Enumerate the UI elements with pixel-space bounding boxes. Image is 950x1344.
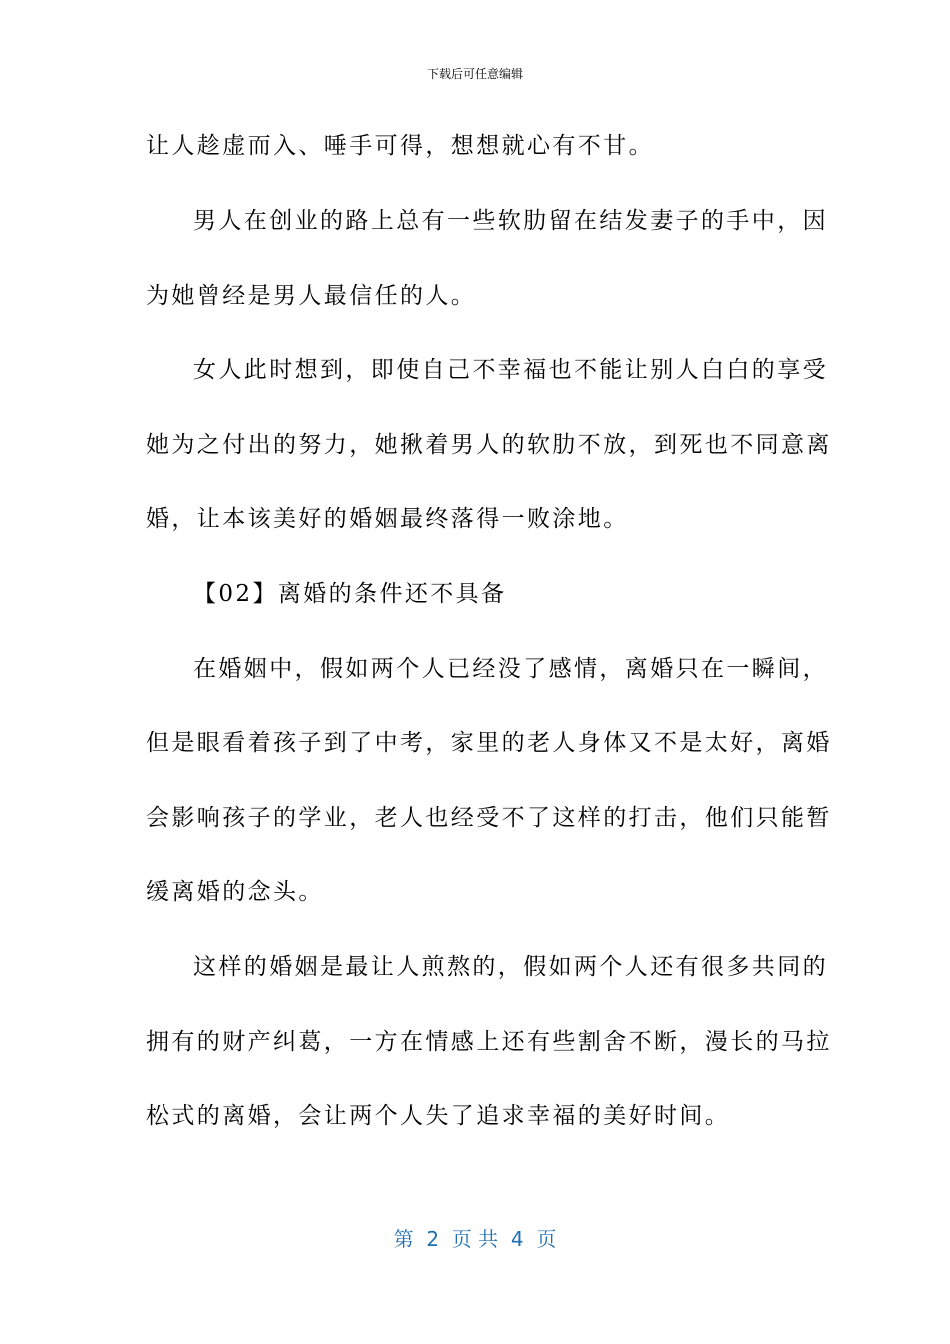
- text-line: 男人在创业的路上总有一些软肋留在结发妻子的手中，因: [193, 208, 828, 234]
- text-line: 缓离婚的念头。: [146, 879, 324, 905]
- text-line: 这样的婚姻是最让人煎熬的，假如两个人还有很多共同的: [193, 954, 828, 980]
- page-header: 下载后可任意编辑: [426, 67, 523, 81]
- text-line: 为她曾经是男人最信任的人。: [146, 283, 477, 309]
- text-line: 松式的离婚，会让两个人失了追求幸福的美好时间。: [146, 1103, 731, 1129]
- text-line: 她为之付出的努力，她揪着男人的软肋不放，到死也不同意离: [146, 432, 832, 458]
- text-line: 让人趁虚而入、唾手可得，想想就心有不甘。: [146, 133, 654, 159]
- text-line: 会影响孩子的学业，老人也经受不了这样的打击，他们只能暂: [146, 805, 832, 831]
- page-number-footer: 第 2 页 共 4 页: [393, 1227, 557, 1251]
- section-heading: 【02】离婚的条件还不具备: [193, 581, 507, 607]
- text-line: 女人此时想到，即使自己不幸福也不能让别人白白的享受: [193, 357, 828, 383]
- text-line: 拥有的财产纠葛，一方在情感上还有些割舍不断，漫长的马拉: [146, 1029, 832, 1055]
- text-line: 在婚姻中，假如两个人已经没了感情，离婚只在一瞬间，: [193, 656, 828, 682]
- text-line: 但是眼看着孩子到了中考，家里的老人身体又不是太好，离婚: [146, 730, 832, 756]
- text-line: 婚，让本该美好的婚姻最终落得一败涂地。: [146, 506, 629, 532]
